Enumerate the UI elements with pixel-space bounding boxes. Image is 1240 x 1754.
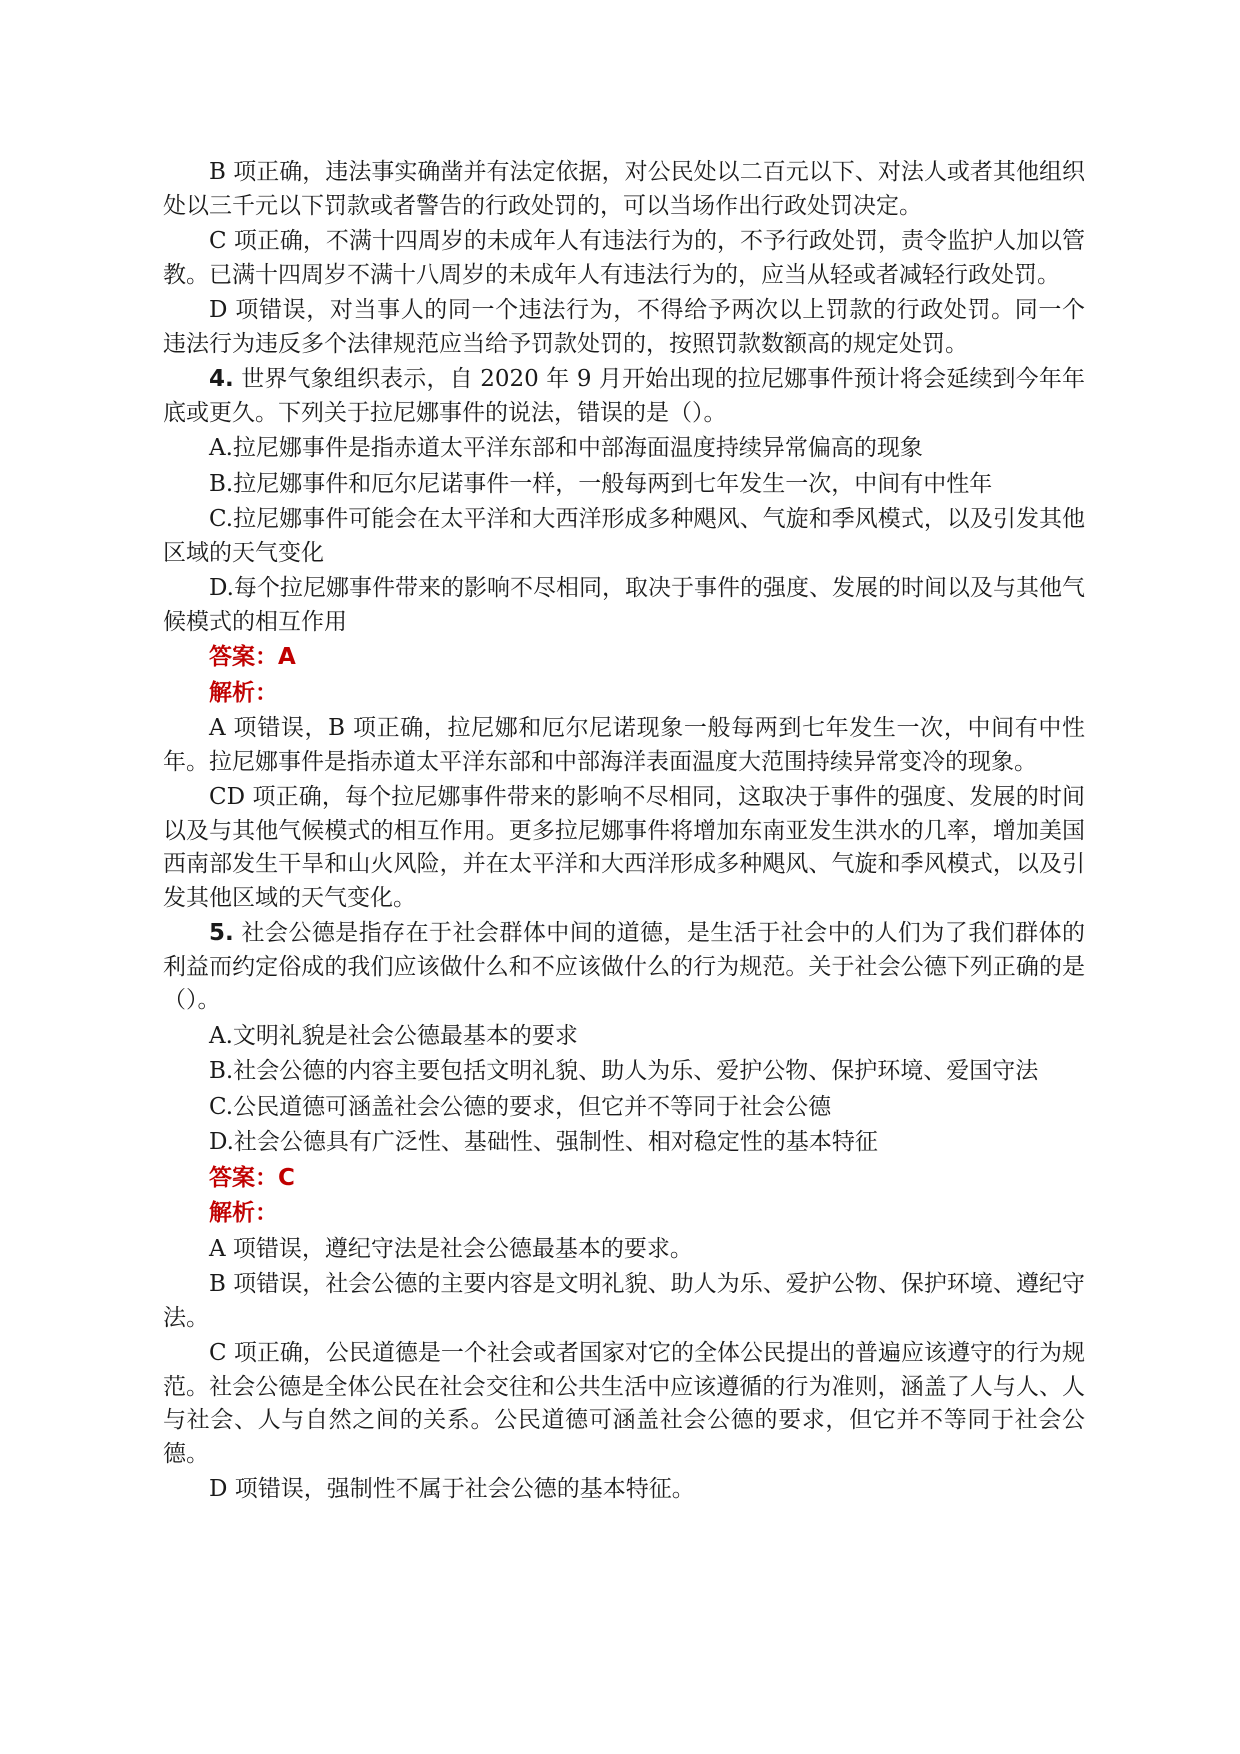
analysis-paragraph: B 项错误，社会公德的主要内容是文明礼貌、助人为乐、爱护公物、保护环境、遵纪守法。	[163, 1271, 1085, 1331]
option-a: A.拉尼娜事件是指赤道太平洋东部和中部海面温度持续异常偏高的现象	[209, 435, 923, 461]
option-b: B.社会公德的内容主要包括文明礼貌、助人为乐、爱护公物、保护环境、爱国守法	[209, 1058, 1039, 1084]
option-d: D.每个拉尼娜事件带来的影响不尽相同，取决于事件的强度、发展的时间以及与其他气候模式的相互作用	[163, 575, 1085, 635]
option-c: C.公民道德可涵盖社会公德的要求，但它并不等同于社会公德	[209, 1093, 832, 1120]
answer-label: 答案：C	[209, 1164, 295, 1191]
question-text: 世界气象组织表示，自 2020 年 9 月开始出现的拉尼娜事件预计将会延续到今年年底或更久。下列关于拉尼娜事件的说法，错误的是（）。	[163, 366, 1085, 426]
question-number: 4.	[209, 366, 234, 392]
analysis-label: 解析：	[209, 679, 278, 706]
analysis-paragraph: A 项错误，遵纪守法是社会公德最基本的要求。	[209, 1235, 693, 1262]
question-5	[163, 917, 1085, 1018]
paragraph-b-correct: B 项正确，违法事实确凿并有法定依据，对公民处以二百元以下、对法人或者其他组织处以三千元以下罚款或者警告的行政处罚的，可以当场作出行政处罚决定。	[163, 159, 1085, 219]
option-a: A.文明礼貌是社会公德最基本的要求	[209, 1022, 578, 1049]
analysis-paragraph: C 项正确，公民道德是一个社会或者国家对它的全体公民提出的普遍应该遵守的行为规范。社会公德是全体公民在社会交往和公共生活中应该遵循的行为准则，涵盖了人与人、人与社会、人与自然之间的关系。公民道德可涵盖社会公德的要求，但它并不等同于社会公德。	[163, 1340, 1085, 1467]
analysis-label: 解析：	[209, 1200, 278, 1226]
question-4	[163, 363, 1085, 430]
document-page	[163, 156, 1085, 1509]
paragraph-c-correct: C 项正确，不满十四周岁的未成年人有违法行为的，不予行政处罚，责令监护人加以管教。已满十四周岁不满十八周岁的未成年人有违法行为的，应当从轻或者减轻行政处罚。	[163, 228, 1085, 288]
analysis-paragraph: A 项错误，B 项正确，拉尼娜和厄尔尼诺现象一般每两到七年发生一次，中间有中性年。拉尼娜事件是指赤道太平洋东部和中部海洋表面温度大范围持续异常变冷的现象。	[163, 715, 1085, 775]
option-b: B.拉尼娜事件和厄尔尼诺事件一样，一般每两到七年发生一次，中间有中性年	[209, 470, 993, 497]
answer-label: 答案：A	[209, 644, 296, 670]
paragraph-d-wrong: D 项错误，对当事人的同一个违法行为，不得给予两次以上罚款的行政处罚。同一个违法行为违反多个法律规范应当给予罚款处罚的，按照罚款数额高的规定处罚。	[163, 297, 1085, 357]
option-c: C.拉尼娜事件可能会在太平洋和大西洋形成多种飓风、气旋和季风模式，以及引发其他区域的天气变化	[163, 506, 1085, 566]
option-d: D.社会公德具有广泛性、基础性、强制性、相对稳定性的基本特征	[209, 1129, 878, 1155]
question-text: 社会公德是指存在于社会群体中间的道德，是生活于社会中的人们为了我们群体的利益而约定俗成的我们应该做什么和不应该做什么的行为规范。关于社会公德下列正确的是（）。	[163, 920, 1085, 1013]
question-number: 5.	[209, 920, 234, 946]
analysis-paragraph: D 项错误，强制性不属于社会公德的基本特征。	[209, 1476, 695, 1502]
analysis-paragraph: CD 项正确，每个拉尼娜事件带来的影响不尽相同，这取决于事件的强度、发展的时间以及与其他气候模式的相互作用。更多拉尼娜事件将增加东南亚发生洪水的几率，增加美国西南部发生干旱和山火风险，并在太平洋和大西洋形成多种飓风、气旋和季风模式，以及引发其他区域的天气变化。	[163, 784, 1085, 911]
